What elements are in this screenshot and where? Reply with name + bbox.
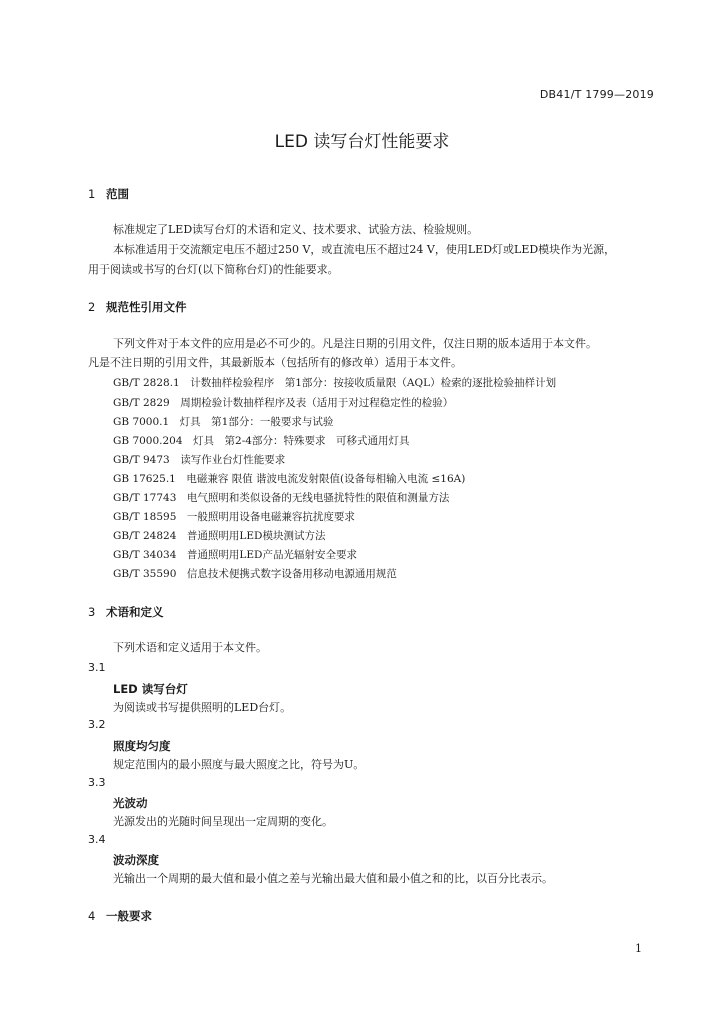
reference-item: GB 17625.1 电磁兼容 限值 谐波电流发射限值(设备每相输入电流 ≤16A) <box>113 473 466 485</box>
reference-item: GB/T 24824 普通照明用LED模块测试方法 <box>113 530 326 542</box>
term-name: LED 读写台灯 <box>113 682 188 696</box>
section-2-title: 规范性引用文件 <box>106 300 187 314</box>
section-1-heading <box>88 186 129 202</box>
page-number: 1 <box>635 942 642 955</box>
section-2-heading <box>88 299 187 315</box>
reference-item: GB/T 2829 周期检验计数抽样程序及表（适用于对过程稳定性的检验） <box>113 397 454 409</box>
term-number: 3.4 <box>88 833 106 846</box>
term-name: 波动深度 <box>113 853 159 867</box>
section-3-title: 术语和定义 <box>106 605 164 619</box>
term-number: 3.1 <box>88 661 106 674</box>
term-number: 3.3 <box>88 776 106 789</box>
section-2-number: 2 <box>88 300 96 314</box>
section-3-heading <box>88 604 164 620</box>
term-definition: 规定范围内的最小照度与最大照度之比，符号为U。 <box>113 758 365 771</box>
normative-intro-line-2: 凡是不注日期的引用文件，其最新版本（包括所有的修改单）适用于本文件。 <box>88 356 462 369</box>
section-4-heading <box>88 908 152 924</box>
section-1-number: 1 <box>88 187 96 201</box>
reference-item: GB 7000.1 灯具 第1部分：一般要求与试验 <box>113 416 334 428</box>
reference-item: GB/T 34034 普通照明用LED产品光辐射安全要求 <box>113 549 357 561</box>
term-name: 照度均匀度 <box>113 739 171 753</box>
term-number: 3.2 <box>88 718 106 731</box>
scope-paragraph-2-line-2: 用于阅读或书写的台灯(以下简称台灯)的性能要求。 <box>88 263 339 276</box>
term-definition: 光输出一个周期的最大值和最小值之差与光输出最大值和最小值之和的比，以百分比表示。 <box>113 872 553 885</box>
terms-intro: 下列术语和定义适用于本文件。 <box>113 641 267 654</box>
term-definition: 为阅读或书写提供照明的LED台灯。 <box>113 701 292 714</box>
document-number: DB41/T 1799—2019 <box>539 88 654 101</box>
section-4-number: 4 <box>88 909 96 923</box>
reference-item: GB/T 18595 一般照明用设备电磁兼容抗扰度要求 <box>113 511 355 523</box>
reference-item: GB 7000.204 灯具 第2-4部分：特殊要求 可移式通用灯具 <box>113 435 410 447</box>
scope-paragraph-2-line-1: 本标准适用于交流额定电压不超过250 V，或直流电压不超过24 V，使用LED灯或LED模块作为光源， <box>113 243 616 256</box>
reference-item: GB/T 9473 读写作业台灯性能要求 <box>113 454 286 466</box>
page-title: LED 读写台灯性能要求 <box>274 132 450 152</box>
scope-paragraph-1: 标准规定了LED读写台灯的术语和定义、技术要求、试验方法、检验规则。 <box>113 223 479 236</box>
term-name: 光波动 <box>113 796 148 810</box>
section-1-title: 范围 <box>106 187 129 201</box>
reference-item: GB/T 35590 信息技术便携式数字设备用移动电源通用规范 <box>113 568 397 580</box>
reference-item: GB/T 2828.1 计数抽样检验程序 第1部分：按接收质量限（AQL）检索的逐批检验抽样计划 <box>113 377 557 389</box>
normative-intro-line-1: 下列文件对于本文件的应用是必不可少的。凡是注日期的引用文件，仅注日期的版本适用于本文件。 <box>113 337 597 350</box>
reference-item: GB/T 17743 电气照明和类似设备的无线电骚扰特性的限值和测量方法 <box>113 492 450 504</box>
section-4-title: 一般要求 <box>106 909 152 923</box>
section-3-number: 3 <box>88 605 96 619</box>
term-definition: 光源发出的光随时间呈现出一定周期的变化。 <box>113 815 333 828</box>
